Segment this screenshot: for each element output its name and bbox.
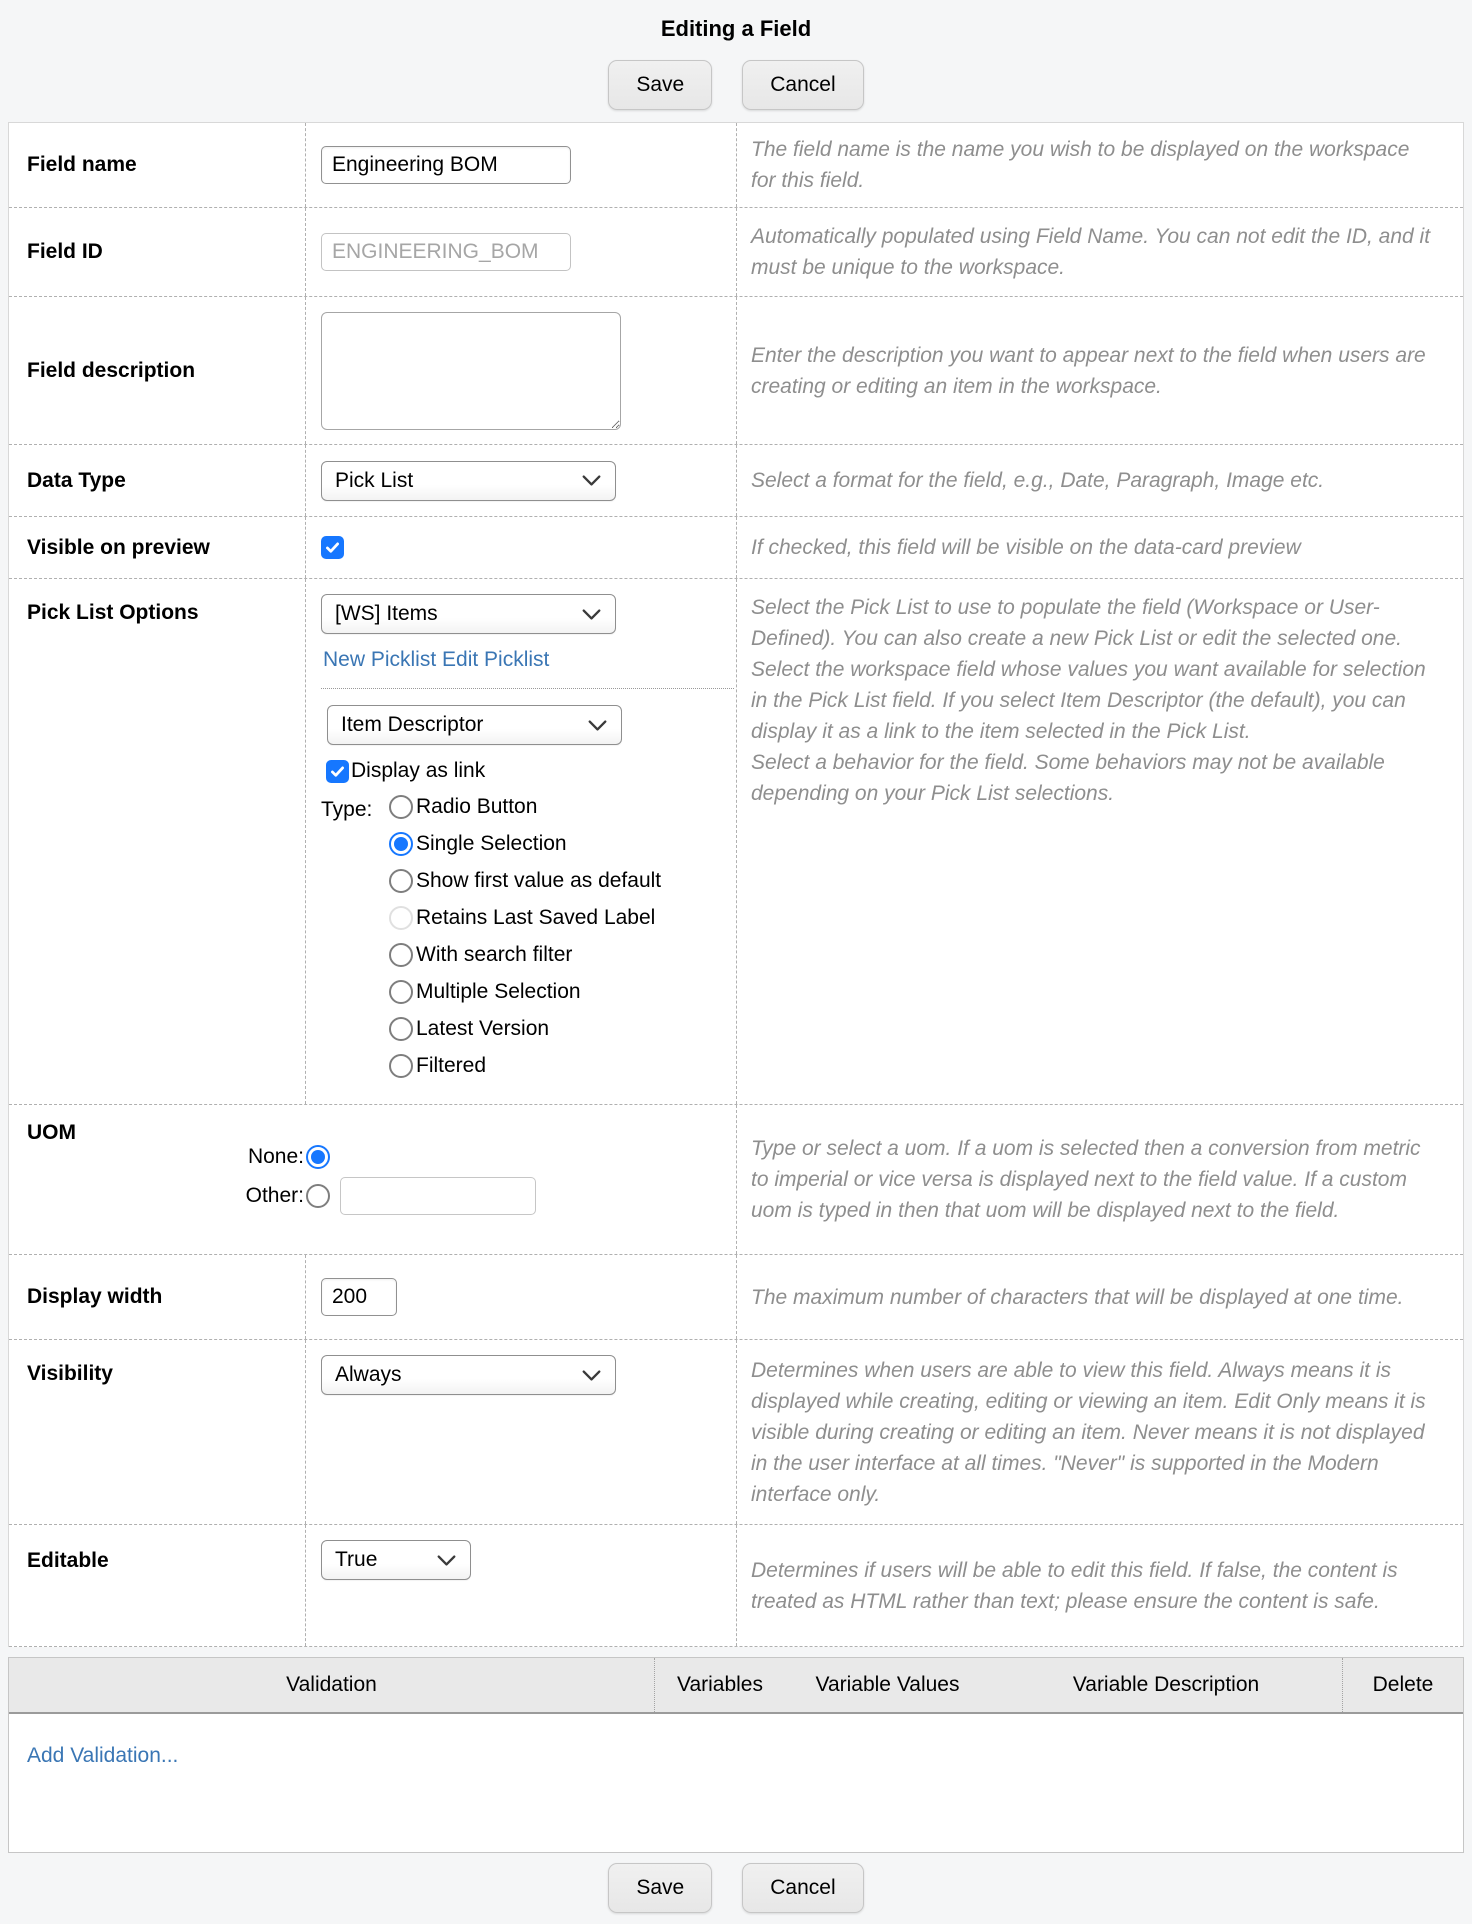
field-id-label: Field ID: [9, 208, 306, 296]
editable-select-value: True: [335, 1548, 378, 1571]
variable-values-column-header: Variable Values: [815, 1673, 960, 1696]
display-as-link-label: Display as link: [351, 759, 486, 782]
visible-on-preview-description: If checked, this field will be visible on the data-card preview: [736, 517, 1463, 578]
cancel-button[interactable]: Cancel: [742, 60, 863, 110]
radio-option-label: Multiple Selection: [416, 980, 581, 1003]
picklist-description-3: Select a behavior for the field. Some behaviors may not be available depending on your Pick List selections.: [751, 751, 1385, 805]
radio-option-label: Retains Last Saved Label: [416, 906, 656, 929]
editable-label: Editable: [9, 1525, 306, 1646]
radio-option-filtered[interactable]: [389, 1054, 661, 1078]
chevron-down-icon: [587, 719, 608, 732]
display-width-input[interactable]: [321, 1278, 397, 1316]
uom-other-radio[interactable]: [306, 1184, 330, 1208]
uom-description: Type or select a uom. If a uom is selected then a conversion from metric to imperial or vice versa is displayed next to the field value. If a custom uom is typed in then that uom will be displayed next to the field.: [736, 1105, 1463, 1254]
validation-table: [8, 1657, 1464, 1853]
radio-option-label: Filtered: [416, 1054, 487, 1077]
new-picklist-link[interactable]: New Picklist: [323, 648, 437, 671]
uom-other-label: Other:: [245, 1183, 304, 1207]
field-id-description: Automatically populated using Field Name. You can not edit the ID, and it must be unique to the workspace.: [736, 208, 1463, 296]
field-name-description: The field name is the name you wish to be displayed on the workspace for this field.: [736, 123, 1463, 207]
uom-none-label: None:: [247, 1144, 304, 1168]
data-type-select[interactable]: [321, 461, 616, 501]
radio-icon[interactable]: [389, 943, 413, 967]
radio-icon[interactable]: [389, 1017, 413, 1041]
editable-row: [9, 1525, 1463, 1647]
display-width-description: The maximum number of characters that will be displayed at one time.: [736, 1255, 1463, 1339]
field-name-label: Field name: [9, 123, 306, 207]
field-description-textarea[interactable]: [321, 312, 621, 430]
radio-option-with-search-filter[interactable]: [389, 943, 661, 967]
visibility-select-value: Always: [335, 1363, 402, 1386]
chevron-down-icon: [436, 1554, 457, 1567]
field-name-row: [9, 123, 1463, 208]
radio-option-label: Show first value as default: [416, 869, 662, 892]
type-label: Type:: [321, 798, 373, 821]
cancel-button-bottom[interactable]: Cancel: [742, 1863, 863, 1913]
radio-option-multiple-selection[interactable]: [389, 980, 661, 1004]
checkmark-icon: [324, 539, 341, 556]
visible-on-preview-label: Visible on preview: [9, 517, 306, 578]
radio-option-label: Single Selection: [416, 832, 567, 855]
radio-icon[interactable]: [389, 980, 413, 1004]
save-button-bottom[interactable]: Save: [608, 1863, 712, 1913]
field-description-row: [9, 297, 1463, 445]
bottom-button-row: [0, 1863, 1472, 1921]
page-title: Editing a Field: [660, 16, 812, 41]
chevron-down-icon: [581, 474, 602, 487]
data-type-label: Data Type: [9, 445, 306, 516]
field-description-description: Enter the description you want to appear next to the field when users are creating or editing an item in the workspace.: [736, 297, 1463, 444]
picklist-separator: [321, 688, 734, 689]
display-as-link-checkbox[interactable]: [326, 760, 349, 783]
chevron-down-icon: [581, 1369, 602, 1382]
radio-option-single-selection[interactable]: [389, 832, 661, 856]
field-description-label: Field description: [9, 297, 306, 444]
radio-icon[interactable]: [389, 795, 413, 819]
data-type-row: [9, 445, 1463, 517]
field-editor-form: [8, 122, 1464, 1647]
visible-on-preview-checkbox[interactable]: [321, 536, 344, 559]
radio-icon[interactable]: [389, 869, 413, 893]
pick-list-select-value: [WS] Items: [335, 602, 438, 625]
radio-option-latest-version[interactable]: [389, 1017, 661, 1041]
add-validation-link[interactable]: Add Validation...: [27, 1744, 179, 1767]
variable-description-column-header: Variable Description: [1072, 1673, 1260, 1696]
delete-column-header: Delete: [1342, 1658, 1463, 1712]
picklist-field-select-value: Item Descriptor: [341, 713, 484, 736]
save-button[interactable]: Save: [608, 60, 712, 110]
uom-label: UOM: [27, 1121, 76, 1144]
radio-disabled-icon: [389, 906, 413, 930]
edit-picklist-link[interactable]: Edit Picklist: [442, 648, 550, 671]
data-type-description: Select a format for the field, e.g., Date, Paragraph, Image etc.: [736, 445, 1463, 516]
visible-on-preview-row: [9, 517, 1463, 579]
validation-table-header: [9, 1658, 1463, 1714]
pick-list-select[interactable]: [321, 594, 616, 634]
picklist-description-1: Select the Pick List to use to populate the field (Workspace or User-Defined). You can also create a new Pick List or edit the selected one.: [751, 596, 1402, 650]
radio-checked-icon[interactable]: [389, 832, 413, 856]
visibility-label: Visibility: [9, 1340, 306, 1524]
uom-other-input[interactable]: [340, 1177, 536, 1215]
radio-option-label: Latest Version: [416, 1017, 550, 1040]
visibility-select[interactable]: [321, 1355, 616, 1395]
visibility-row: [9, 1340, 1463, 1525]
uom-row: [9, 1105, 1463, 1255]
display-width-label: Display width: [9, 1255, 306, 1339]
picklist-field-select[interactable]: [327, 705, 622, 745]
top-button-row: [0, 60, 1472, 110]
picklist-description-2: Select the workspace field whose values you want available for selection in the Pick List field. If you select Item Descriptor (the default), you can display it as a link to the item selected in the Pick List.: [751, 658, 1426, 743]
radio-option-label: With search filter: [416, 943, 573, 966]
variables-column-header: Variables: [654, 1658, 785, 1712]
field-id-input: [321, 233, 571, 271]
radio-option-show-first-value[interactable]: [389, 869, 661, 893]
field-id-row: [9, 208, 1463, 297]
radio-option-radio-button[interactable]: [389, 795, 661, 819]
editable-description: Determines if users will be able to edit this field. If false, the content is treated as HTML rather than text; please ensure the content is safe.: [736, 1525, 1463, 1646]
pick-list-options-label: Pick List Options: [9, 579, 306, 1104]
data-type-select-value: Pick List: [335, 468, 414, 492]
checkmark-icon: [329, 763, 346, 780]
uom-none-radio[interactable]: [306, 1145, 330, 1169]
pick-list-options-description: [736, 579, 1463, 1104]
validation-table-body: [9, 1714, 1463, 1852]
pick-list-options-row: [9, 579, 1463, 1105]
validation-column-header: Validation: [286, 1673, 377, 1696]
radio-option-label: Radio Button: [416, 795, 538, 818]
radio-icon[interactable]: [389, 1054, 413, 1078]
chevron-down-icon: [581, 608, 602, 621]
visibility-description: Determines when users are able to view this field. Always means it is displayed while creating, editing or viewing an item. Edit Only means it is visible during creating or editing an item. Never means it is not displayed in the user interface at all times. "Never" is supported in the Modern interface only.: [736, 1340, 1463, 1524]
editable-select[interactable]: [321, 1540, 471, 1580]
display-width-row: [9, 1255, 1463, 1340]
field-name-input[interactable]: [321, 146, 571, 184]
type-radio-group: [389, 795, 661, 1078]
radio-option-retains-last-saved-label: [389, 906, 661, 930]
